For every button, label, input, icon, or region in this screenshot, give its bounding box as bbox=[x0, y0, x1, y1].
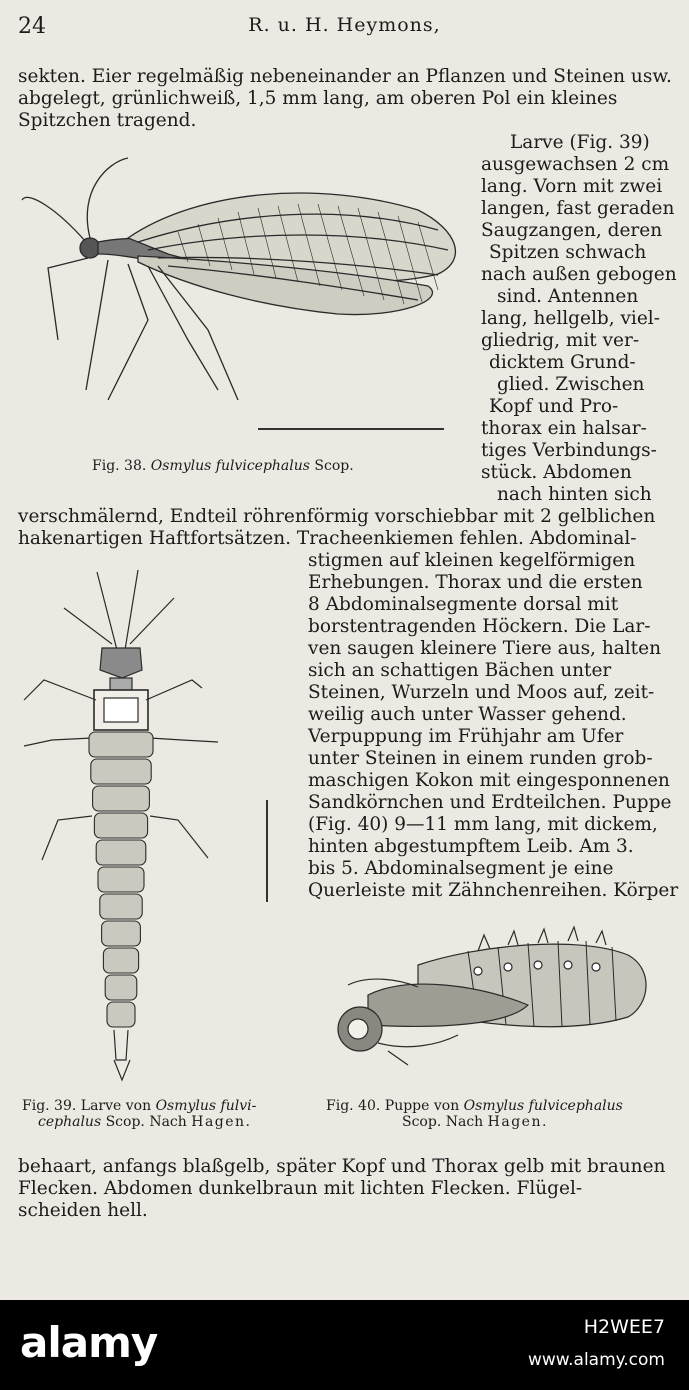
text-line: 8 Abdominalsegmente dorsal mit bbox=[308, 594, 619, 615]
figure-caption: Scop. Nach Hagen. bbox=[402, 1114, 548, 1130]
larva-illustration bbox=[22, 570, 222, 1085]
page-number: 24 bbox=[18, 14, 46, 39]
text-line: thorax ein halsar- bbox=[481, 418, 647, 439]
text-line: behaart, anfangs blaßgelb, später Kopf und Thorax gelb mit braunen bbox=[18, 1156, 666, 1177]
text-line: (Fig. 40) 9—11 mm lang, mit dickem, bbox=[308, 814, 658, 835]
running-title: R. u. H. Heymons, bbox=[248, 14, 441, 36]
larva-segment bbox=[105, 975, 137, 1000]
text-line: glied. Zwischen bbox=[497, 374, 645, 395]
text-line: Sandkörnchen und Erdteilchen. Puppe bbox=[308, 792, 672, 813]
brand-logo: alamy bbox=[20, 1318, 158, 1367]
larva-segment bbox=[89, 732, 153, 757]
text-line: Steinen, Wurzeln und Moos auf, zeit- bbox=[308, 682, 655, 703]
text-line: Spitzen schwach bbox=[489, 242, 647, 263]
text-line: stigmen auf kleinen kegelförmigen bbox=[308, 550, 636, 571]
text-line: Saugzangen, deren bbox=[481, 220, 663, 241]
text-line: Querleiste mit Zähnchenreihen. Körper bbox=[308, 880, 679, 901]
text-line: unter Steinen in einem runden grob- bbox=[308, 748, 653, 769]
larva-segment bbox=[107, 1002, 135, 1027]
text-line: sich an schattigen Bächen unter bbox=[308, 660, 612, 681]
text-line: nach hinten sich bbox=[497, 484, 652, 505]
adult-lacewing-illustration bbox=[18, 150, 468, 420]
text-line: Spitzchen tragend. bbox=[18, 110, 197, 131]
text-line: ausgewachsen 2 cm bbox=[481, 154, 670, 175]
larva-segment bbox=[98, 867, 144, 892]
pupa-illustration bbox=[328, 925, 658, 1075]
larva-segment bbox=[100, 894, 142, 919]
text-line: gliedrig, mit ver- bbox=[481, 330, 640, 351]
scale-bar bbox=[266, 800, 268, 902]
text-line: Erhebungen. Thorax und die ersten bbox=[308, 572, 643, 593]
figure-caption: Fig. 39. Larve von Osmylus fulvi- bbox=[22, 1098, 257, 1114]
watermark-footer bbox=[0, 1300, 689, 1390]
figure-caption: Fig. 38. Osmylus fulvicephalus Scop. bbox=[92, 458, 354, 474]
figure-caption: cephalus Scop. Nach Hagen. bbox=[38, 1114, 252, 1130]
text-line: Larve (Fig. 39) bbox=[510, 132, 650, 153]
larva-segment bbox=[93, 786, 150, 811]
text-line: dicktem Grund- bbox=[489, 352, 636, 373]
text-line: hakenartigen Haftfortsätzen. Tracheenkiemen fehlen. Abdominal- bbox=[18, 528, 637, 549]
text-line: sekten. Eier regelmäßig nebeneinander an Pflanzen und Steinen usw. bbox=[18, 66, 672, 87]
larva-segment bbox=[103, 948, 138, 973]
text-line: stück. Abdomen bbox=[481, 462, 632, 483]
site-url: www.alamy.com bbox=[527, 1350, 665, 1370]
image-id: H2WEE7 bbox=[583, 1316, 665, 1338]
text-line: lang, hellgelb, viel- bbox=[481, 308, 660, 329]
text-line: hinten abgestumpftem Leib. Am 3. bbox=[308, 836, 634, 857]
text-line: nach außen gebogen bbox=[481, 264, 677, 285]
text-line: Verpuppung im Frühjahr am Ufer bbox=[308, 726, 624, 747]
text-line: Flecken. Abdomen dunkelbraun mit lichten Flecken. Flügel- bbox=[18, 1178, 583, 1199]
text-line: sind. Antennen bbox=[497, 286, 639, 307]
text-line: borstentragenden Höckern. Die Lar- bbox=[308, 616, 651, 637]
text-line: tiges Verbindungs- bbox=[481, 440, 657, 461]
text-line: abgelegt, grünlichweiß, 1,5 mm lang, am oberen Pol ein kleines bbox=[18, 88, 618, 109]
larva-segment bbox=[91, 759, 151, 784]
text-line: weilig auch unter Wasser gehend. bbox=[308, 704, 627, 725]
text-line: Kopf und Pro- bbox=[489, 396, 619, 417]
larva-segment bbox=[102, 921, 141, 946]
text-line: scheiden hell. bbox=[18, 1200, 148, 1221]
text-line: verschmälernd, Endteil röhrenförmig vorschiebbar mit 2 gelblichen bbox=[18, 506, 656, 527]
text-line: maschigen Kokon mit eingesponnenen bbox=[308, 770, 670, 791]
larva-segment bbox=[96, 840, 146, 865]
text-line: lang. Vorn mit zwei bbox=[481, 176, 663, 197]
text-line: ven saugen kleinere Tiere aus, halten bbox=[308, 638, 661, 659]
scale-bar bbox=[258, 428, 444, 430]
figure-caption: Fig. 40. Puppe von Osmylus fulvicephalus bbox=[326, 1098, 623, 1114]
text-line: bis 5. Abdominalsegment je eine bbox=[308, 858, 614, 879]
text-line: langen, fast geraden bbox=[481, 198, 675, 219]
larva-segment bbox=[94, 813, 147, 838]
